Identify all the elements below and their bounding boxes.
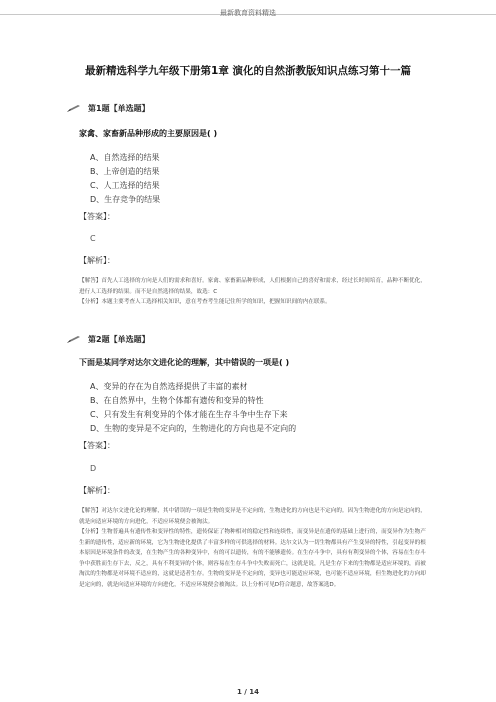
- question-2-option-d: D、生物的变异是不定向的，生物进化的方向也是不定向的: [90, 424, 297, 433]
- question-1-option-a: A、自然选择的结果: [90, 153, 160, 162]
- question-2-heading: [66, 334, 150, 345]
- question-2-stem: 下面是某同学对达尔文进化论的理解，其中错误的一项是( ): [79, 358, 290, 367]
- question-2-explanation-solution: 【解答】对达尔文进化论的理解，其中错误的一项是生物的变异是不定向的，生物进化的方向也是不定向的。因为生物进化的方向是定向的，就是向适应环境的方向进化，不适应环境便会被淘汰。: [79, 508, 426, 525]
- question-1-analysis-label: 【解析】：: [79, 256, 115, 265]
- question-1-heading-text: 第1题【单选题】: [88, 104, 150, 113]
- pen-icon: [66, 335, 82, 344]
- question-1-answer-label: 【答案】：: [79, 212, 115, 221]
- document-title: 最新精选科学九年级下册第1章 演化的自然浙教版知识点练习第十一篇: [85, 65, 411, 77]
- page-number: 1 / 14: [236, 688, 260, 696]
- question-2-option-b: B、在自然界中，生物个体都有遗传和变异的特性: [90, 396, 264, 405]
- question-2-analysis-label: 【解析】：: [79, 486, 115, 495]
- header-text: 最新教育资料精选: [220, 9, 276, 17]
- question-2-answer-label: 【答案】：: [79, 441, 115, 450]
- pen-icon: [66, 104, 82, 113]
- question-2-option-a: A、变异的存在为自然选择提供了丰富的素材: [90, 382, 248, 391]
- question-1-explanation-analysis: 【分析】本题主要考查人工选择相关知识，意在考查考生能记住所学的知识，把握知识间的内在联系。: [79, 299, 331, 305]
- question-1-explanation-solution: 【解答】首先人工选择的方向是人们的需求和喜好。家禽、家畜新品种形成，人们根据自己的喜好和需求，经过长时间培育，品种不断优化，进行人工选择的结果。而不是自然选择的结果，故选：C: [79, 278, 426, 295]
- question-2-heading-text: 第2题【单选题】: [88, 335, 150, 344]
- question-1-heading: [66, 103, 150, 114]
- question-1-stem: 家禽、家畜新品种形成的主要原因是( ): [79, 129, 218, 138]
- question-2-explanation: [79, 506, 429, 590]
- question-1-option-c: C、人工选择的结果: [90, 181, 160, 190]
- question-1-option-d: D、生存竞争的结果: [90, 195, 161, 204]
- question-1-option-b: B、上帝创造的结果: [90, 167, 160, 176]
- question-1-explanation: [79, 276, 429, 308]
- question-1-answer: C: [90, 234, 96, 243]
- page-header: [0, 0, 496, 15]
- question-2-explanation-analysis: 【分析】生物普遍具有遗传性和变异性的特性，遗传保证了物种相对的稳定性和连续性，而变异是在遗传的基础上进行的，而变异作为生物产生新的遗传性，适应新的环境，它为生物进化提供了丰富多样的可供选择的材料。达尔文认为一切生物都具有产生变异的特性，引起变异的根本原因是环境条件的改变，在生物产生的各种变异中，有的可以遗传，有的不能够遗传。在生存斗争中，具有有利变异的个体，容易在生存斗争中获胜而生存下去，反之，具有不利变异的个体，则容易在生存斗争中失败而死亡，这就是说，凡是生存下来的生物都是适应环境的，而被淘汰的生物都是对环境不适应的，这就是适者生存。生物的变异是不定向的，变异也可能适应环境，也可能不适应环境，但生物进化的方向却是定向的，就是向适应环境的方向进化，不适应环境便会被淘汰。以上分析可见D符合题意，故答案选D。: [79, 529, 426, 588]
- question-2-option-c: C、只有发生有利变异的个体才能在生存斗争中生存下来: [90, 410, 288, 419]
- question-2-answer: D: [90, 464, 97, 473]
